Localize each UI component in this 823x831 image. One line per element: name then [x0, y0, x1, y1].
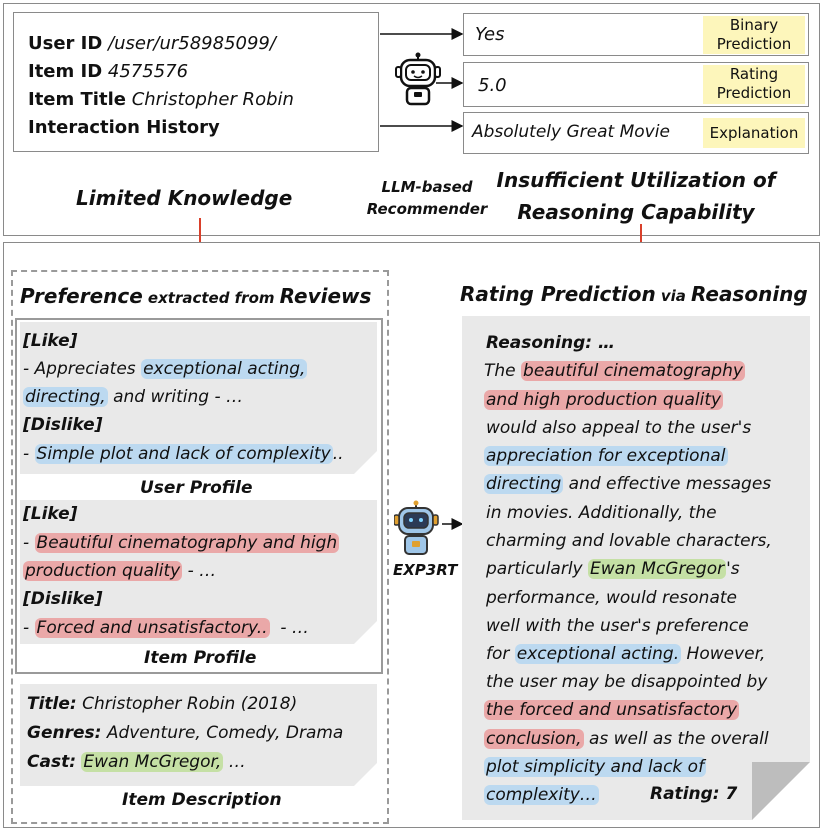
input-item-id: Item ID 4575576 — [28, 61, 189, 82]
output-rating-value: 5.0 — [478, 75, 507, 96]
item-description-caption: Item Description — [122, 790, 282, 810]
exp3rt-robot-icon — [394, 500, 466, 560]
reasoning-line-2: and high production quality — [486, 390, 722, 410]
input-interaction-history: Interaction History — [28, 117, 220, 138]
reasoning-line-8: particularly Ewan McGregor 's — [486, 559, 740, 579]
item-like-label: [Like] — [23, 504, 78, 524]
item-description-genres: Genres: Adventure, Comedy, Drama — [27, 723, 344, 743]
user-profile-fold — [354, 451, 377, 474]
reasoning-line-3: would also appeal to the user's — [486, 418, 752, 438]
user-profile-caption: User Profile — [140, 478, 253, 498]
exp3rt-label: EXP3RT — [393, 561, 458, 579]
reasoning-card-fold-shade — [752, 762, 810, 820]
item-dislike-line: - Forced and unsatisfactory.. - … — [23, 618, 309, 638]
reasoning-line-1: The beautiful cinematography — [484, 361, 743, 381]
output-explanation-value: Absolutely Great Movie — [472, 122, 670, 142]
item-like-line2: production quality - … — [25, 561, 217, 581]
rating-prediction-tag: Rating Prediction — [703, 65, 805, 104]
user-like-line2: directing, and writing - … — [25, 387, 243, 407]
reasoning-line-11: for exceptional acting. However, — [486, 644, 766, 664]
reasoning-line-14: conclusion, as well as the overall — [486, 729, 769, 749]
reasoning-label: Reasoning: … — [486, 333, 615, 353]
user-like-line1: - Appreciates exceptional acting, — [23, 359, 306, 379]
reasoning-line-7: charming and lovable characters, — [486, 531, 772, 551]
user-dislike-label: [Dislike] — [23, 415, 103, 435]
reasoning-line-6: in movies. Additionally, the — [486, 503, 717, 523]
reasoning-line-15: plot simplicity and lack of — [486, 757, 705, 777]
output-binary-value: Yes — [475, 24, 505, 45]
reasoning-line-4: appreciation for exceptional — [486, 446, 726, 466]
input-item-title: Item Title Christopher Robin — [28, 89, 294, 110]
user-like-label: [Like] — [23, 331, 78, 351]
item-profile-fold — [354, 621, 377, 644]
item-description-fold — [354, 763, 377, 786]
reasoning-line-9: performance, would resonate — [486, 588, 737, 608]
binary-prediction-tag: Binary Prediction — [703, 16, 805, 54]
item-like-line1: - Beautiful cinematography and high — [23, 533, 338, 553]
item-description-cast: Cast: Ewan McGregor, … — [27, 752, 246, 772]
input-user-id: User ID /user/ur58985099/ — [28, 33, 276, 54]
reasoning-line-10: well with the user's preference — [486, 616, 749, 636]
item-dislike-label: [Dislike] — [23, 589, 103, 609]
reasoning-line-13: the forced and unsatisfactory — [486, 700, 737, 720]
reasoning-line-12: the user may be disappointed by — [486, 672, 768, 692]
limited-knowledge-caption: Limited Knowledge — [76, 186, 293, 210]
llm-recommender-caption: LLM-based Recommender — [366, 178, 488, 218]
preference-panel-title: Preference extracted from Reviews — [20, 284, 372, 308]
reasoning-line-5: directing and effective messages — [486, 474, 772, 494]
reasoning-line-16: complexity… — [486, 785, 597, 805]
insufficient-utilization-caption: Insufficient Utilization of Reasoning Capability — [496, 168, 776, 224]
rating-value: Rating: 7 — [650, 784, 738, 804]
rating-prediction-title: Rating Prediction via Reasoning — [460, 282, 808, 306]
item-description-title: Title: Christopher Robin (2018) — [27, 694, 298, 714]
robot-icon — [393, 52, 443, 108]
user-dislike-line: - Simple plot and lack of complexity .. — [23, 444, 344, 464]
item-profile-caption: Item Profile — [144, 648, 257, 668]
explanation-tag: Explanation — [703, 118, 805, 148]
